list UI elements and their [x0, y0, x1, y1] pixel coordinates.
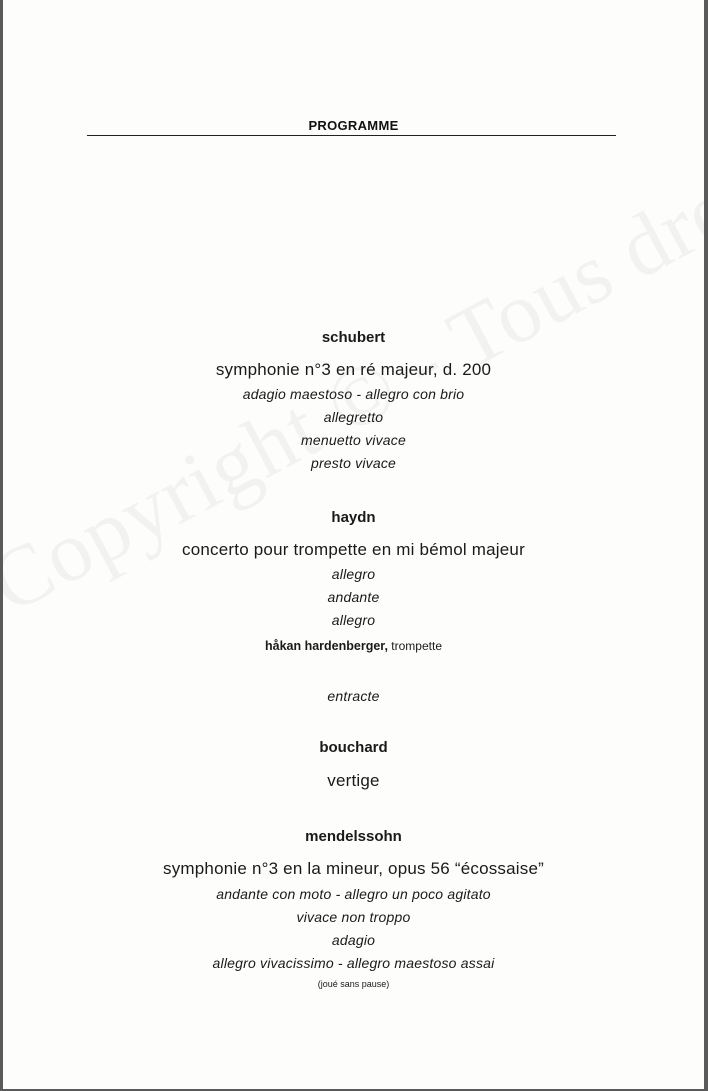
movement-item: vivace non troppo	[296, 909, 411, 925]
work-title-mendelssohn: symphonie n°3 en la mineur, opus 56 “écossaise”	[163, 859, 544, 878]
intermission-label: entracte	[327, 688, 380, 704]
movement-item: allegro vivacissimo - allegro maestoso assai	[212, 955, 495, 971]
movement-item: andante	[327, 589, 380, 605]
performance-note: (joué sans pause)	[317, 979, 390, 989]
movement-item: allegro	[331, 566, 376, 582]
work-title-haydn: concerto pour trompette en mi bémol majeur	[182, 540, 525, 559]
movement-item: presto vivace	[310, 455, 397, 471]
soloist-credit	[3, 639, 704, 653]
movement-item: adagio	[331, 932, 376, 948]
composer-mendelssohn: mendelssohn	[305, 828, 402, 845]
composer-haydn: haydn	[331, 509, 376, 526]
soloist-instrument: trompette	[391, 639, 442, 653]
header-divider	[87, 135, 616, 136]
movement-item: andante con moto - allegro un poco agitato	[216, 886, 491, 902]
copyright-watermark	[3, 0, 704, 633]
movement-item: allegro	[331, 612, 376, 628]
page-title: PROGRAMME	[308, 118, 399, 133]
soloist-name: håkan hardenberger,	[264, 639, 388, 653]
composer-schubert: schubert	[321, 329, 386, 346]
composer-bouchard: bouchard	[319, 739, 388, 756]
program-page	[3, 0, 704, 1089]
movement-item: allegretto	[323, 409, 384, 425]
movement-item: menuetto vivace	[301, 432, 406, 448]
work-title-bouchard: vertige	[327, 771, 380, 790]
work-title-schubert: symphonie n°3 en ré majeur, d. 200	[215, 360, 492, 379]
movement-item: adagio maestoso - allegro con brio	[242, 386, 465, 402]
